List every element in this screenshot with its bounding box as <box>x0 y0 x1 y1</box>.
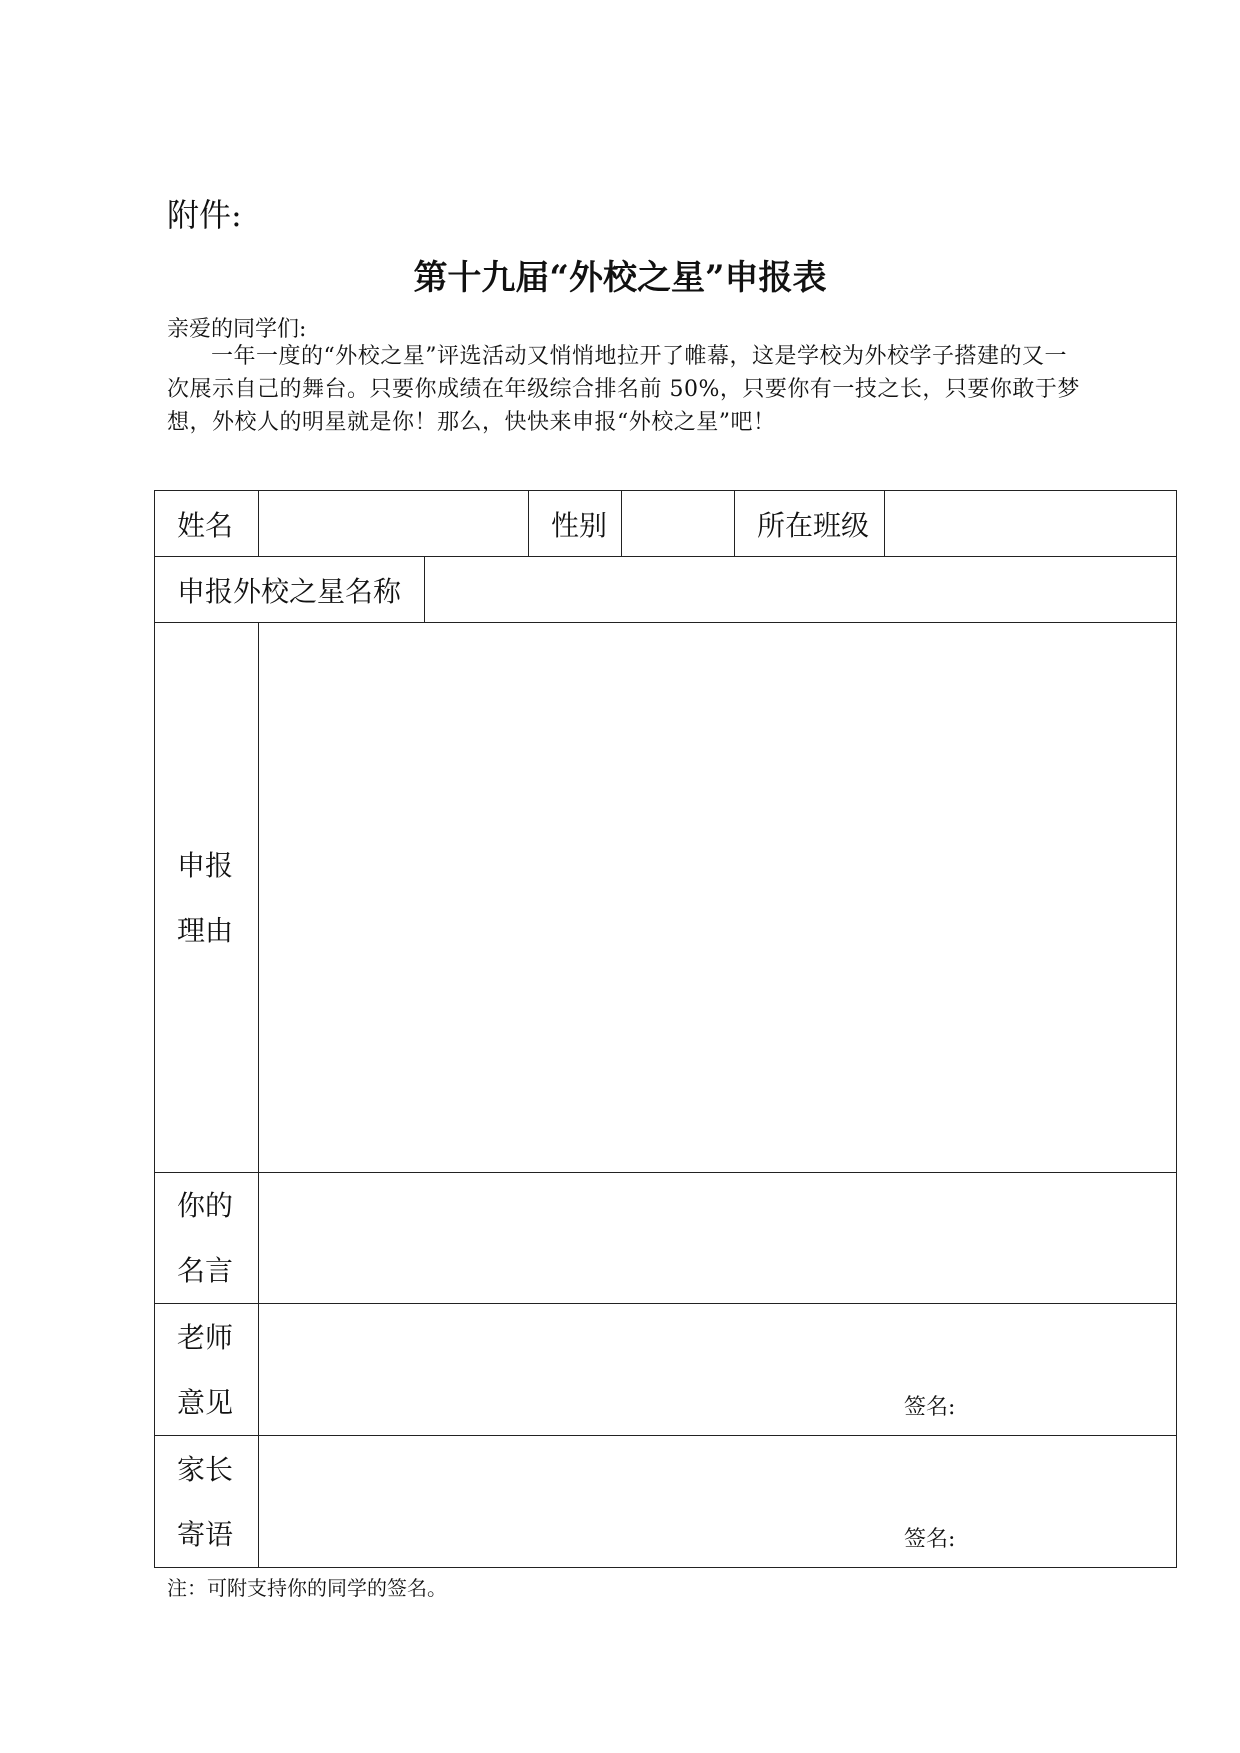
motto-label-line1: 你的 <box>177 1189 234 1222</box>
motto-field[interactable] <box>259 1173 1177 1304</box>
reason-label-line1: 申报 <box>177 848 234 882</box>
teacher-opinion-field[interactable] <box>259 1304 1177 1436</box>
greeting-text: 亲爱的同学们: <box>167 317 307 342</box>
parent-message-label <box>155 1436 259 1568</box>
parent-label-line2: 寄语 <box>177 1517 234 1551</box>
parent-signature-label: 签名: <box>904 1527 956 1552</box>
class-field[interactable] <box>885 491 1177 557</box>
teacher-label-line2: 意见 <box>177 1385 234 1419</box>
gender-field[interactable] <box>622 491 735 557</box>
reason-label <box>155 623 259 1173</box>
form-title: 第十九届“外校之星”申报表 <box>413 258 827 298</box>
teacher-opinion-label <box>155 1304 259 1436</box>
name-label: 姓名 <box>155 491 259 557</box>
teacher-signature-label: 签名: <box>904 1395 956 1420</box>
gender-label: 性别 <box>529 491 622 557</box>
reason-field[interactable] <box>259 623 1177 1173</box>
application-form-table <box>154 490 1177 1568</box>
attachment-label: 附件: <box>167 196 242 234</box>
motto-label-line2: 名言 <box>177 1254 234 1287</box>
name-field[interactable] <box>259 491 529 557</box>
motto-label <box>155 1173 259 1304</box>
reason-label-line2: 理由 <box>177 913 234 947</box>
parent-label-line1: 家长 <box>177 1452 234 1486</box>
teacher-label-line1: 老师 <box>177 1320 234 1354</box>
parent-message-field[interactable] <box>259 1436 1177 1568</box>
class-label: 所在班级 <box>735 491 885 557</box>
star-name-field[interactable] <box>425 557 1177 623</box>
intro-paragraph: 一年一度的“外校之星”评选活动又悄悄地拉开了帷幕，这是学校为外校学子搭建的又一次展示自己的舞台。只要你成绩在年级综合排名前 50%，只要你有一技之长，只要你敢于梦想，外校人的明星就是你！那么，快快来申报“外校之星”吧！ <box>167 344 1080 435</box>
star-name-label: 申报外校之星名称 <box>155 557 425 623</box>
footer-note: 注：可附支持你的同学的签名。 <box>167 1576 447 1600</box>
